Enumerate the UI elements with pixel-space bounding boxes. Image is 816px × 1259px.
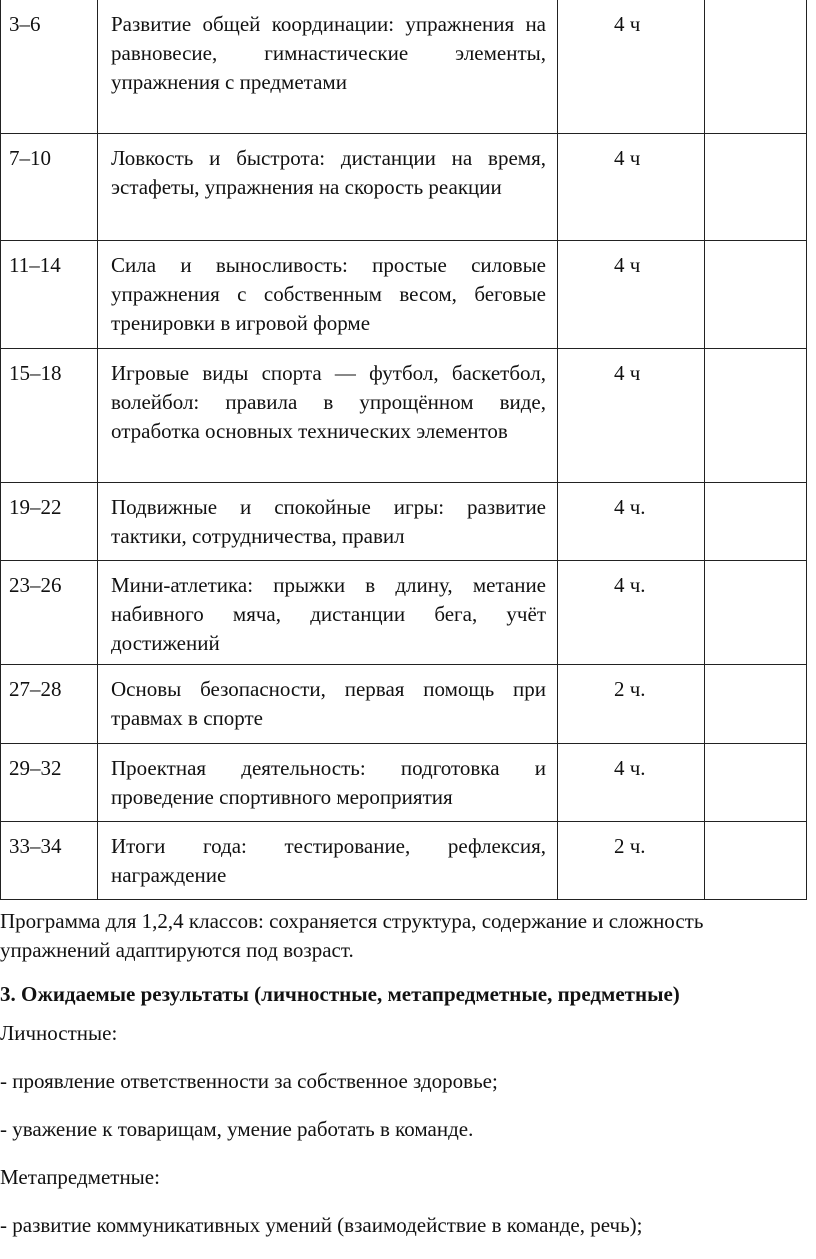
table-row	[1, 483, 807, 561]
topic-cell: Сила и выносливость: простые силовые упражнения с собственным весом, беговые тренировки в игровой форме	[98, 241, 558, 349]
personal-results-label: Личностные:	[0, 1021, 118, 1045]
topic-cell: Развитие общей координации: упражнения на равновесие, гимнастические элементы, упражнения с предметами	[98, 0, 558, 134]
lesson-range-cell: 3–6	[1, 0, 98, 134]
list-item: - развитие коммуникативных умений (взаимодействие в команде, речь);	[0, 1213, 643, 1237]
lesson-range-cell: 29–32	[1, 744, 98, 822]
table-row	[1, 134, 807, 241]
lesson-range-cell: 23–26	[1, 561, 98, 665]
meta-results-label: Метапредметные:	[0, 1165, 160, 1189]
hours-cell: 4 ч.	[558, 744, 705, 822]
topic-cell: Мини-атлетика: прыжки в длину, метание набивного мяча, дистанции бега, учёт достижений	[98, 561, 558, 665]
hours-cell: 4 ч.	[558, 561, 705, 665]
note-cell	[705, 241, 807, 349]
body-text	[0, 907, 816, 1259]
topic-cell: Игровые виды спорта — футбол, баскетбол, волейбол: правила в упрощённом виде, отработка основных технических элементов	[98, 349, 558, 483]
program-note: Программа для 1,2,4 классов: сохраняется структура, содержание и сложность упражнений адаптируются под возраст.	[0, 909, 704, 962]
hours-cell: 4 ч	[558, 0, 705, 134]
table-row	[1, 822, 807, 900]
hours-cell: 4 ч.	[558, 483, 705, 561]
hours-cell: 4 ч	[558, 349, 705, 483]
lesson-range-cell: 19–22	[1, 483, 98, 561]
topic-cell: Подвижные и спокойные игры: развитие тактики, сотрудничества, правил	[98, 483, 558, 561]
table-row	[1, 744, 807, 822]
lesson-range-cell: 11–14	[1, 241, 98, 349]
list-item: - уважение к товарищам, умение работать в команде.	[0, 1117, 474, 1141]
table-row	[1, 241, 807, 349]
topic-cell: Ловкость и быстрота: дистанции на время, эстафеты, упражнения на скорость реакции	[98, 134, 558, 241]
table-row	[1, 561, 807, 665]
lesson-range-cell: 15–18	[1, 349, 98, 483]
lesson-range-cell: 7–10	[1, 134, 98, 241]
topic-cell: Итоги года: тестирование, рефлексия, награждение	[98, 822, 558, 900]
table-row	[1, 349, 807, 483]
note-cell	[705, 134, 807, 241]
section-heading: 3. Ожидаемые результаты (личностные, метапредметные, предметные)	[0, 982, 680, 1006]
topic-cell: Проектная деятельность: подготовка и проведение спортивного мероприятия	[98, 744, 558, 822]
hours-cell: 4 ч	[558, 241, 705, 349]
list-item: - проявление ответственности за собственное здоровье;	[0, 1069, 498, 1093]
table-row	[1, 665, 807, 744]
note-cell	[705, 822, 807, 900]
note-cell	[705, 483, 807, 561]
note-cell	[705, 665, 807, 744]
note-cell	[705, 744, 807, 822]
note-cell	[705, 561, 807, 665]
hours-cell: 2 ч.	[558, 665, 705, 744]
lesson-range-cell: 33–34	[1, 822, 98, 900]
lesson-range-cell: 27–28	[1, 665, 98, 744]
table-row	[1, 0, 807, 134]
note-cell	[705, 0, 807, 134]
hours-cell: 2 ч.	[558, 822, 705, 900]
topic-cell: Основы безопасности, первая помощь при травмах в спорте	[98, 665, 558, 744]
hours-cell: 4 ч	[558, 134, 705, 241]
note-cell	[705, 349, 807, 483]
